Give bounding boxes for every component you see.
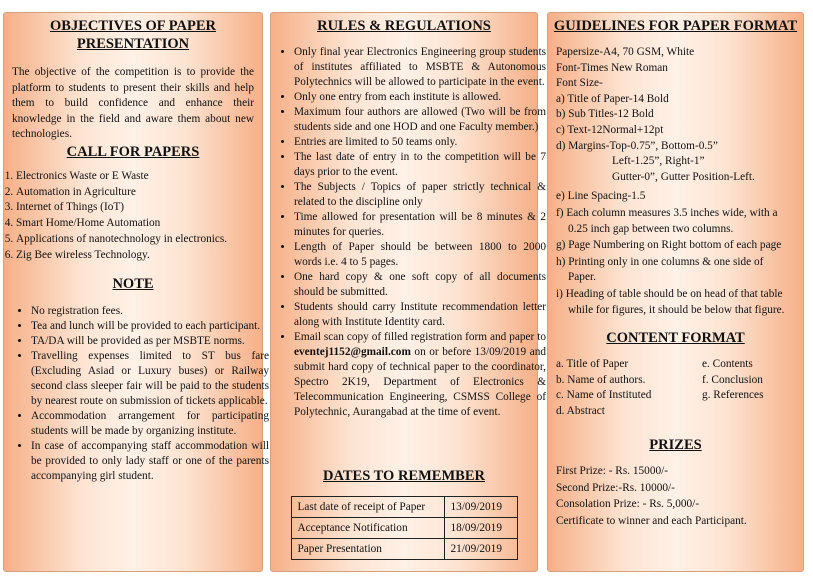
content-format-list <box>556 357 800 419</box>
guideline-line: i) Heading of table should be on head of that table <box>556 287 783 300</box>
note-item: • Tea and lunch will be provided to each participant. <box>31 319 269 334</box>
dates-row <box>291 497 517 518</box>
guideline-line: h) Printing only in one columns & one side of <box>556 255 764 268</box>
guidelines-title: GUIDELINES FOR PAPER FORMAT <box>553 18 798 34</box>
guideline-line: Left-1.25”, Right-1” <box>612 155 705 168</box>
prize-item: Consolation Prize: - Rs. 5,000/- <box>556 498 700 510</box>
prizes-title: PRIZES <box>649 437 702 453</box>
prize-item: Second Prize:-Rs. 10000/- <box>556 481 675 494</box>
rule-item: • Maximum four authors are allowed (Two will be from students side and one HOD and one Faculty member.) <box>294 105 546 135</box>
guideline-line: b) Sub Titles-12 Bold <box>556 108 654 121</box>
note-item: • In case of accompanying staff accommodation will be provided to only lady staff or one of the parents accompanying girl student. <box>31 439 269 484</box>
guideline-item <box>556 255 800 286</box>
guideline-line: c) Text-12Normal+12pt <box>556 123 664 136</box>
guideline-item <box>556 206 800 237</box>
dates-label-cell: Last date of receipt of Paper <box>291 497 444 518</box>
call-for-papers-item: 6. Zig Bee wireless Technology. <box>16 248 266 264</box>
guideline-line: Font Size- <box>556 77 603 90</box>
note-item: • Travelling expenses limited to ST bus fare (Excluding Asiad or Luxury buses) or Railway second class sleeper fair will be paid to the students by nearest route on submission of tickets applicable. <box>31 349 269 409</box>
dates-row <box>291 518 517 539</box>
dates-label-cell: Paper Presentation <box>291 539 444 560</box>
rule-item: • The Subjects / Topics of paper strictly technical & related to the discipline only <box>294 180 546 210</box>
guideline-item <box>556 238 800 254</box>
content-format-item: d. Abstract <box>556 404 605 417</box>
guideline-line: d) Margins-Top-0.75”, Bottom-0.5” <box>556 139 718 152</box>
call-for-papers-item: 1. Electronics Waste or E Waste <box>16 169 266 185</box>
rule-item: • Entries are limited to 50 teams only. <box>294 135 546 150</box>
content-format-item: b. Name of authors. <box>556 373 646 386</box>
content-format-title: CONTENT FORMAT <box>606 330 745 346</box>
dates-table <box>291 496 518 560</box>
call-for-papers-title: CALL FOR PAPERS <box>66 144 200 160</box>
guideline-line: Font-Times New Roman <box>556 61 668 74</box>
guideline-line: Gutter-0”, Gutter Position-Left. <box>612 170 755 183</box>
dates-value-cell: 21/09/2019 <box>444 539 517 560</box>
guidelines-column <box>547 12 804 572</box>
call-for-papers-list <box>0 169 266 263</box>
guideline-line: g) Page Numbering on Right bottom of each page <box>556 239 782 252</box>
rule-item: • Students should carry Institute recommendation letter along with Institute Identity card. <box>294 300 546 330</box>
content-format-item: a. Title of Paper <box>556 358 629 370</box>
dates-value-cell: 18/09/2019 <box>444 518 517 539</box>
rule-item-email <box>294 330 546 420</box>
note-item: • No registration fees. <box>31 304 269 319</box>
dates-label-cell: Acceptance Notification <box>291 518 444 539</box>
prizes-list <box>556 463 800 529</box>
rules-title: RULES & REGULATIONS <box>317 18 491 34</box>
content-format-item: f. Conclusion <box>702 373 763 386</box>
objectives-title: OBJECTIVES OF PAPER PRESENTATION <box>50 18 216 52</box>
rules-column <box>270 12 546 572</box>
guideline-line: f) Each column measures 3.5 inches wide, with a <box>556 206 778 219</box>
call-for-papers-item: 4. Smart Home/Home Automation <box>16 216 266 232</box>
guideline-line: Paper. <box>568 271 596 284</box>
rule-item: • One hard copy & one soft copy of all documents should be submitted. <box>294 270 546 300</box>
content-format-item: g. References <box>702 389 764 401</box>
email-address: eventej1152@gmail.com <box>294 346 411 358</box>
content-format-item: c. Name of Instituted <box>556 389 652 401</box>
guideline-line: Papersize-A4, 70 GSM, White <box>556 46 695 58</box>
rule-item: • Length of Paper should be between 1800 to 2000 words i.e. 4 to 5 pages. <box>294 240 546 270</box>
rule-item: • Only one entry from each institute is allowed. <box>294 90 546 105</box>
guidelines-block <box>556 45 800 318</box>
objectives-text: The objective of the competition is to provide the platform to students to present their skills and help them to build confidence and enhance their knowledge in the field and aware them about new technologies. <box>12 66 254 140</box>
guideline-line: while for figures, it should be below that figure. <box>568 303 785 316</box>
dates-row <box>291 539 517 560</box>
email-rule-text: Email scan copy of filled registration form and paper to <box>294 331 546 343</box>
guideline-item <box>556 287 800 318</box>
dates-value-cell: 13/09/2019 <box>444 497 517 518</box>
guideline-line: a) Title of Paper-14 Bold <box>556 92 669 105</box>
note-item: • TA/DA will be provided as per MSBTE norms. <box>31 334 269 349</box>
call-for-papers-item: 3. Internet of Things (IoT) <box>16 200 266 216</box>
rule-item: • Only final year Electronics Engineering group students of institutes affiliated to MSBTE & Autonomous Polytechnics will be allowed to participate in the event. <box>294 45 546 90</box>
objectives-column <box>3 12 269 572</box>
prize-item: First Prize: - Rs. 15000/- <box>556 465 669 477</box>
guideline-line: e) Line Spacing-1.5 <box>556 190 646 203</box>
rule-item: • Time allowed for presentation will be 8 minutes & 2 minutes for queries. <box>294 210 546 240</box>
content-format-item: e. Contents <box>702 358 753 370</box>
email-rule-text: on or before 13/09/2019 and submit hard copy of technical paper to the coordinator, Spectro 2K19, Department of Electronics & Telecommunication Engineering, CSMSS College of Polytechnic, Aurangabad at the time of event. <box>294 346 546 418</box>
rules-list <box>275 45 546 420</box>
prize-item: Certificate to winner and each Participant. <box>556 514 747 527</box>
note-list <box>12 304 269 484</box>
note-title: NOTE <box>112 276 154 292</box>
note-item: • Accommodation arrangement for participating students will be made by organizing institute. <box>31 409 269 439</box>
dates-title: DATES TO REMEMBER <box>323 468 485 484</box>
guideline-line: 0.25 inch gap between two columns. <box>568 222 734 235</box>
call-for-papers-item: 5. Applications of nanotechnology in electronics. <box>16 232 266 248</box>
call-for-papers-item: 2. Automation in Agriculture <box>16 185 266 201</box>
rule-item: • The last date of entry in to the competition will be 7 days prior to the event. <box>294 150 546 180</box>
